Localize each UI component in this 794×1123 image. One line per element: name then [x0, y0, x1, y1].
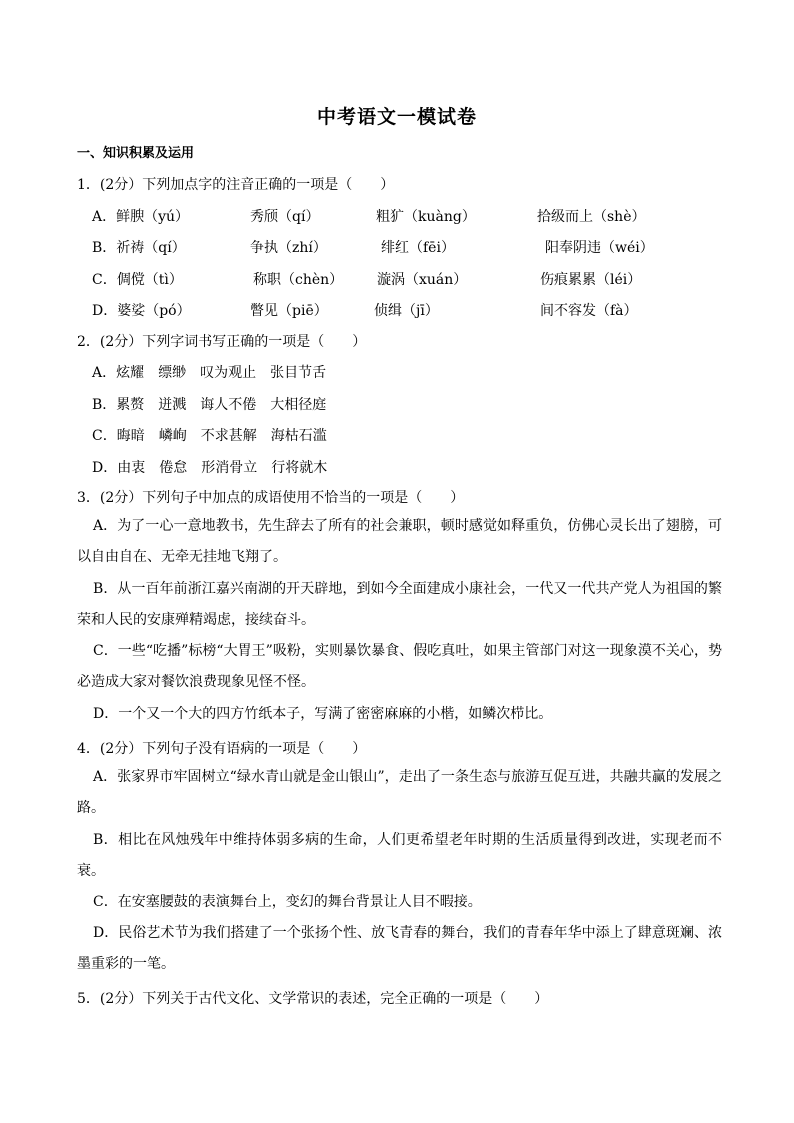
q3-option-c: C．一些“吃播”标榜“大胃王”吸粉，实则暴饮暴食、假吃真吐，如果主管部门对这一现象漠不关心，势必造成大家对餐饮浪费现象见怪不怪。	[77, 643, 722, 690]
page-title: 中考语文一模试卷	[316, 106, 477, 128]
q4-option-c: C．在安塞腰鼓的表演舞台上，变幻的舞台背景让人目不暇接。	[93, 894, 482, 910]
q4-option-d: D．民俗艺术节为我们搭建了一个张扬个性、放飞青春的舞台，我们的青春年华中添上了肆意斑斓、浓墨重彩的一笔。	[77, 925, 722, 972]
q1-option: C．倜傥（tì）	[92, 272, 183, 288]
question-5-stem: 5．(2分）下列关于古代文化、文学常识的表述，完全正确的一项是（ ）	[77, 991, 549, 1007]
q1-option: 伤痕累累（léi）	[540, 272, 642, 288]
q1-option: A．鲜腴（yú）	[92, 209, 190, 225]
q1-option: 争执（zhí）	[250, 240, 327, 256]
question-4-stem: 4．(2分）下列句子没有语病的一项是（ ）	[77, 741, 367, 757]
q1-option: 绯红（fēi）	[381, 240, 455, 256]
question-1-stem: 1．(2分）下列加点字的注音正确的一项是（ ）	[77, 177, 395, 193]
q2-option-d: D．由衷 倦怠 形消骨立 行将就木	[92, 460, 328, 476]
q1-option: B．祈祷（qí）	[92, 240, 186, 256]
q1-option: 秀颀（qí）	[250, 209, 320, 225]
section-heading: 一、知识积累及运用	[77, 146, 195, 161]
q1-option: 瞥见（piē）	[250, 303, 328, 319]
question-2-stem: 2．(2分）下列字词书写正确的一项是（ ）	[77, 334, 367, 350]
q2-option-b: B．累赘 迸溅 诲人不倦 大相径庭	[92, 397, 327, 413]
q1-option: 粗犷（kuàng）	[376, 209, 476, 225]
q2-option-c: C．晦暗 嶙峋 不求甚解 海枯石滥	[92, 428, 327, 444]
q3-option-a: A．为了一心一意地教书，先生辞去了所有的社会兼职，顿时感觉如释重负，仿佛心灵长出了翅膀，可以自由自在、无牵无挂地飞翔了。	[77, 518, 722, 565]
q1-option: 称职（chèn）	[253, 272, 344, 288]
question-3-stem: 3．(2分）下列句子中加点的成语使用不恰当的一项是（ ）	[77, 490, 465, 506]
q3-option-b: B．从一百年前浙江嘉兴南湖的开天辟地，到如今全面建成小康社会，一代又一代共产党人为祖国的繁荣和人民的安康殚精竭虑，接续奋斗。	[77, 581, 722, 628]
q1-option: 阳奉阴违（wéi）	[545, 240, 654, 256]
q1-option: 侦缉（jī）	[374, 303, 439, 319]
q4-option-a: A．张家界市牢固树立“绿水青山就是金山银山”，走出了一条生态与旅游互促互进，共融共赢的发展之路。	[77, 769, 722, 816]
q3-option-d: D．一个又一个大的四方竹纸本子，写满了密密麻麻的小楷，如鳞次栉比。	[93, 706, 553, 722]
q1-option: 漩涡（xuán）	[377, 272, 468, 288]
q2-option-a: A．炫耀 缥缈 叹为观止 张目节舌	[92, 365, 327, 381]
q1-option: D．婆娑（pó）	[92, 303, 191, 319]
q1-option: 间不容发（fà）	[540, 303, 638, 319]
q1-option: 拾级而上（shè）	[537, 209, 646, 225]
q4-option-b: B．相比在风烛残年中维持体弱多病的生命，人们更希望老年时期的生活质量得到改进，实现老而不衰。	[77, 832, 722, 879]
